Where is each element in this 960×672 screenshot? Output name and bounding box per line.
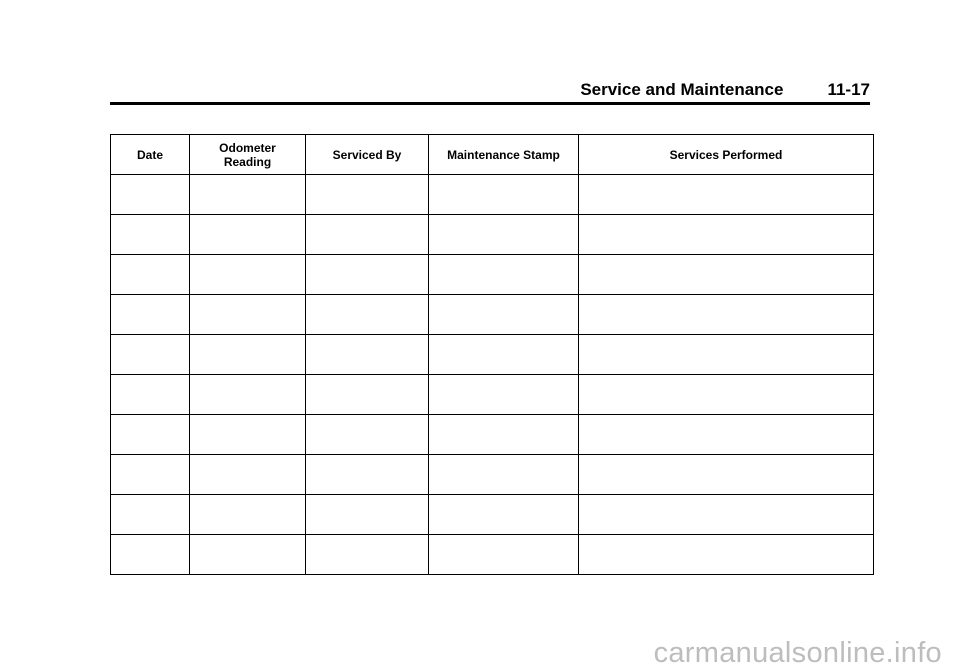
cell-date — [111, 295, 190, 335]
cell-maintenance-stamp — [429, 375, 579, 415]
cell-odometer-reading — [190, 455, 306, 495]
table-row — [111, 495, 874, 535]
cell-serviced-by — [306, 295, 429, 335]
cell-odometer-reading — [190, 175, 306, 215]
cell-serviced-by — [306, 495, 429, 535]
cell-odometer-reading — [190, 335, 306, 375]
column-header-maintenance-stamp: Maintenance Stamp — [429, 135, 579, 175]
cell-date — [111, 175, 190, 215]
cell-services-performed — [579, 415, 874, 455]
table-row — [111, 175, 874, 215]
cell-serviced-by — [306, 415, 429, 455]
section-title: Service and Maintenance — [580, 80, 784, 99]
cell-serviced-by — [306, 535, 429, 575]
table-body — [111, 175, 874, 575]
cell-services-performed — [579, 255, 874, 295]
cell-services-performed — [579, 375, 874, 415]
cell-maintenance-stamp — [429, 455, 579, 495]
service-log-table — [110, 134, 874, 575]
column-header-odometer-line2: Reading — [223, 154, 272, 169]
cell-serviced-by — [306, 215, 429, 255]
column-header-odometer-line1: Odometer — [219, 140, 276, 155]
cell-services-performed — [579, 455, 874, 495]
cell-maintenance-stamp — [429, 495, 579, 535]
cell-date — [111, 375, 190, 415]
cell-maintenance-stamp — [429, 175, 579, 215]
table-row — [111, 415, 874, 455]
page-number: 11-17 — [827, 80, 870, 99]
cell-date — [111, 415, 190, 455]
table-row — [111, 535, 874, 575]
cell-serviced-by — [306, 175, 429, 215]
watermark-text: carmanualsonline.info — [653, 637, 942, 669]
cell-services-performed — [579, 175, 874, 215]
cell-odometer-reading — [190, 375, 306, 415]
cell-odometer-reading — [190, 495, 306, 535]
column-header-odometer-reading — [190, 135, 306, 175]
cell-odometer-reading — [190, 295, 306, 335]
header-divider — [110, 102, 870, 105]
cell-date — [111, 495, 190, 535]
cell-maintenance-stamp — [429, 335, 579, 375]
column-header-services-performed: Services Performed — [579, 135, 874, 175]
cell-serviced-by — [306, 335, 429, 375]
cell-odometer-reading — [190, 215, 306, 255]
page-header — [110, 80, 870, 102]
cell-services-performed — [579, 335, 874, 375]
cell-date — [111, 335, 190, 375]
cell-services-performed — [579, 215, 874, 255]
column-header-serviced-by: Serviced By — [306, 135, 429, 175]
cell-odometer-reading — [190, 415, 306, 455]
cell-maintenance-stamp — [429, 215, 579, 255]
table-row — [111, 455, 874, 495]
cell-odometer-reading — [190, 535, 306, 575]
cell-maintenance-stamp — [429, 535, 579, 575]
table-row — [111, 295, 874, 335]
table-row — [111, 375, 874, 415]
table-row — [111, 255, 874, 295]
cell-date — [111, 255, 190, 295]
column-header-date: Date — [111, 135, 190, 175]
cell-date — [111, 215, 190, 255]
cell-services-performed — [579, 495, 874, 535]
cell-odometer-reading — [190, 255, 306, 295]
table-row — [111, 335, 874, 375]
cell-serviced-by — [306, 255, 429, 295]
cell-services-performed — [579, 295, 874, 335]
cell-services-performed — [579, 535, 874, 575]
cell-serviced-by — [306, 375, 429, 415]
cell-maintenance-stamp — [429, 295, 579, 335]
cell-date — [111, 535, 190, 575]
cell-maintenance-stamp — [429, 415, 579, 455]
cell-date — [111, 455, 190, 495]
cell-serviced-by — [306, 455, 429, 495]
cell-maintenance-stamp — [429, 255, 579, 295]
table-header-row — [111, 135, 874, 175]
table-row — [111, 215, 874, 255]
